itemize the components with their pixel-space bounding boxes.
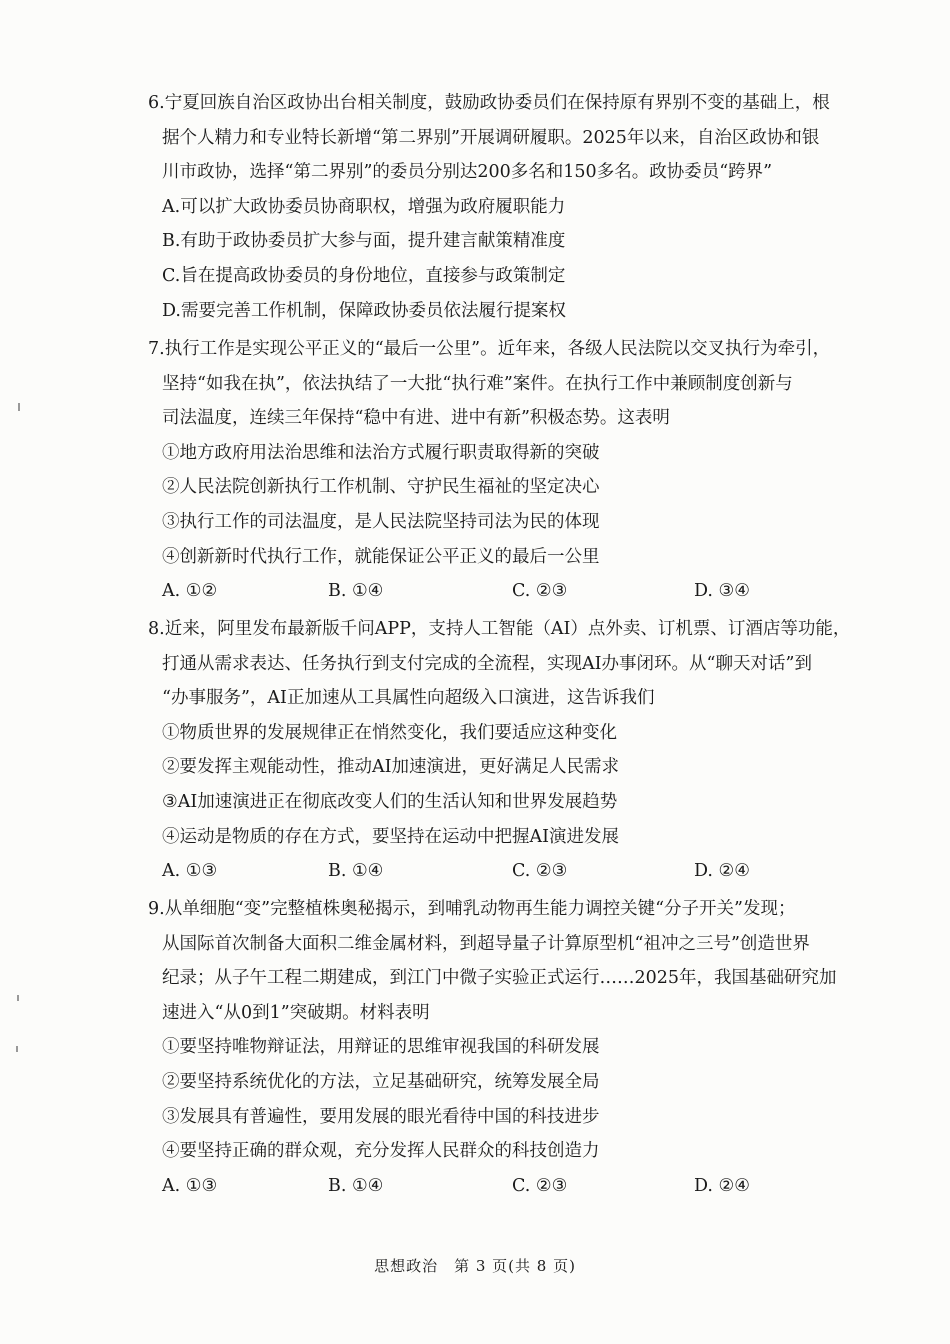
answer-choices bbox=[148, 854, 908, 889]
statement-2: ②要坚持系统优化的方法，立足基础研究，统筹发展全局 bbox=[162, 1071, 600, 1092]
question-stem-line: 从国际首次制备大面积二维金属材料，到超导量子计算原型机“祖冲之三号”创造世界 bbox=[162, 933, 810, 954]
scan-mark bbox=[18, 403, 20, 411]
question-stem-line: 司法温度，连续三年保持“稳中有进、进中有新”积极态势。这表明 bbox=[162, 408, 670, 429]
statement-4: ④要坚持正确的群众观，充分发挥人民群众的科技创造力 bbox=[162, 1141, 600, 1162]
statement-2: ②要发挥主观能动性，推动AI加速演进，更好满足人民需求 bbox=[162, 757, 620, 778]
page-footer: 思想政治 第 3 页(共 8 页) bbox=[374, 1257, 576, 1275]
statement-2: ②人民法院创新执行工作机制、守护民生福祉的坚定决心 bbox=[162, 477, 600, 498]
question-stem-line: “办事服务”，AI正加速从工具属性向超级入口演进，这告诉我们 bbox=[162, 688, 655, 709]
statement-1: ①要坚持唯物辩证法，用辩证的思维审视我国的科研发展 bbox=[162, 1037, 600, 1058]
option-c: C.旨在提高政协委员的身份地位，直接参与政策制定 bbox=[162, 265, 566, 286]
question-stem-line: 8.近来，阿里发布最新版千问APP，支持人工智能（AI）点外卖、订机票、订酒店等功能， bbox=[148, 619, 851, 639]
choice-d: D. ②④ bbox=[694, 1175, 750, 1196]
question-stem-line: 川市政协，选择“第二界别”的委员分别达200多名和150多名。政协委员“跨界” bbox=[162, 162, 773, 183]
question-stem-line: 纪录；从子午工程二期建成，到江门中微子实验正式运行……2025年，我国基础研究加 bbox=[162, 968, 837, 989]
choice-c: C. ②③ bbox=[512, 581, 568, 602]
choice-a: A. ①② bbox=[162, 581, 218, 602]
question-7 bbox=[148, 332, 908, 609]
answer-choices bbox=[148, 1169, 908, 1204]
choice-c: C. ②③ bbox=[512, 1175, 568, 1196]
option-d: D.需要完善工作机制，保障政协委员依法履行提案权 bbox=[162, 300, 566, 321]
choice-b: B. ①④ bbox=[328, 1175, 384, 1196]
option-a: A.可以扩大政协委员协商职权，增强为政府履职能力 bbox=[162, 196, 566, 217]
choice-d: D. ③④ bbox=[694, 581, 750, 602]
statement-3: ③发展具有普遍性，要用发展的眼光看待中国的科技进步 bbox=[162, 1106, 600, 1127]
choice-d: D. ②④ bbox=[694, 861, 750, 882]
statement-1: ①地方政府用法治思维和法治方式履行职责取得新的突破 bbox=[162, 442, 600, 463]
statement-1: ①物质世界的发展规律正在悄然变化，我们要适应这种变化 bbox=[162, 722, 617, 743]
choice-b: B. ①④ bbox=[328, 861, 384, 882]
choice-a: A. ①③ bbox=[162, 861, 218, 882]
question-9 bbox=[148, 892, 908, 1203]
question-8 bbox=[148, 612, 908, 889]
option-b: B.有助于政协委员扩大参与面，提升建言献策精准度 bbox=[162, 231, 566, 252]
statement-4: ④运动是物质的存在方式，要坚持在运动中把握AI演进发展 bbox=[162, 826, 620, 847]
question-stem-line: 坚持“如我在执”，依法执结了一大批“执行难”案件。在执行工作中兼顾制度创新与 bbox=[162, 373, 793, 394]
choice-b: B. ①④ bbox=[328, 581, 384, 602]
statement-3: ③执行工作的司法温度，是人民法院坚持司法为民的体现 bbox=[162, 511, 600, 532]
question-stem-line: 9.从单细胞“变”完整植株奥秘揭示，到哺乳动物再生能力调控关键“分子开关”发现； bbox=[148, 899, 796, 919]
question-stem-line: 速进入“从0到1”突破期。材料表明 bbox=[162, 1002, 430, 1023]
answer-choices bbox=[148, 574, 908, 609]
choice-c: C. ②③ bbox=[512, 861, 568, 882]
scan-mark bbox=[17, 995, 19, 1001]
question-6 bbox=[148, 86, 908, 328]
question-stem-line: 6.宁夏回族自治区政协出台相关制度，鼓励政协委员们在保持原有界别不变的基础上，根 bbox=[148, 93, 830, 113]
scan-mark bbox=[16, 1046, 18, 1052]
choice-a: A. ①③ bbox=[162, 1175, 218, 1196]
question-stem-line: 打通从需求表达、任务执行到支付完成的全流程，实现AI办事闭环。从“聊天对话”到 bbox=[162, 653, 812, 674]
statement-3: ③AI加速演进正在彻底改变人们的生活认知和世界发展趋势 bbox=[162, 791, 618, 812]
statement-4: ④创新新时代执行工作，就能保证公平正义的最后一公里 bbox=[162, 546, 600, 567]
question-stem-line: 7.执行工作是实现公平正义的“最后一公里”。近年来，各级人民法院以交叉执行为牵引， bbox=[148, 339, 831, 359]
question-stem-line: 据个人精力和专业特长新增“第二界别”开展调研履职。2025年以来，自治区政协和银 bbox=[162, 127, 820, 148]
